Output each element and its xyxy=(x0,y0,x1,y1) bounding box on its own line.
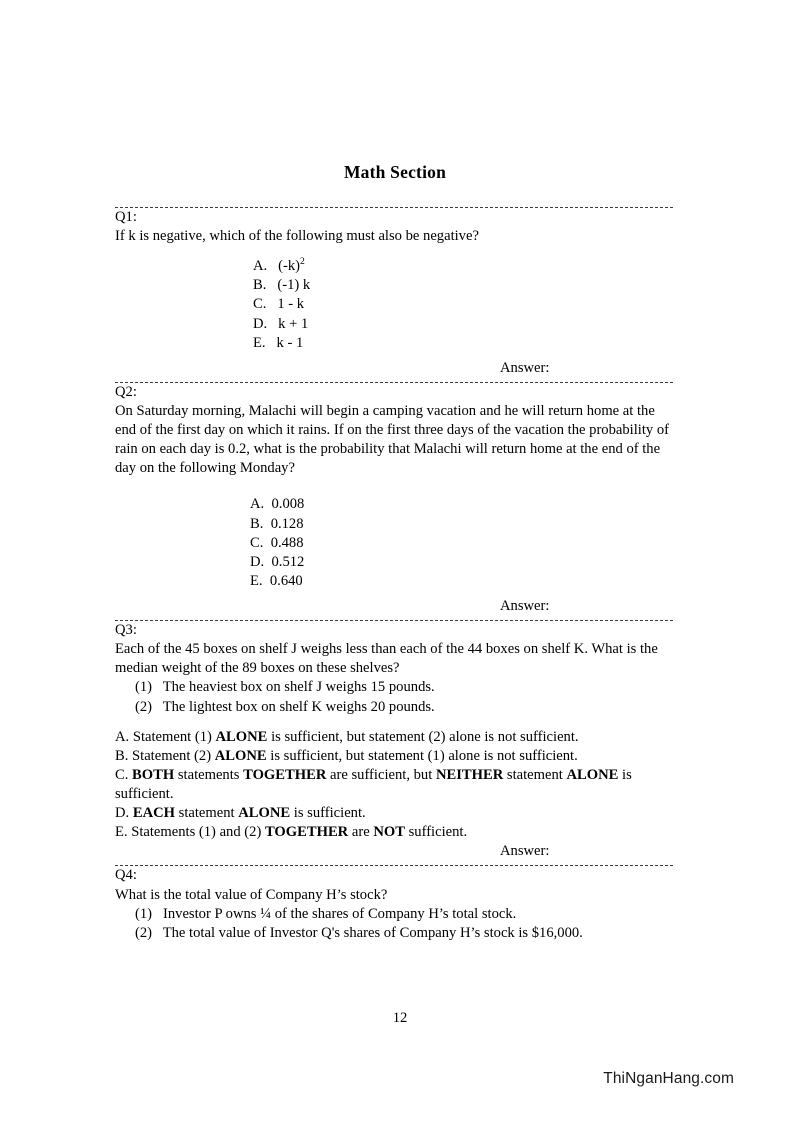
choice-text: 0.488 xyxy=(270,534,304,551)
ds-choice-e[interactable] xyxy=(115,823,675,842)
choice-item[interactable] xyxy=(253,315,675,334)
choice-text: (-k) xyxy=(278,258,301,275)
choice-item[interactable] xyxy=(250,534,675,553)
question-text-q4: What is the total value of Company H’s stock? xyxy=(115,886,388,903)
ds-text: are sufficient, but xyxy=(326,766,436,783)
ds-text: statement xyxy=(175,805,239,822)
statement-text: The lightest box on shelf K weighs 20 pounds. xyxy=(162,698,435,715)
choice-letter: C. xyxy=(253,296,267,313)
choice-letter: C. xyxy=(250,534,264,551)
ds-text: are xyxy=(348,824,374,841)
choice-item[interactable] xyxy=(250,495,675,514)
statement-list-q4 xyxy=(115,905,675,943)
statement-item xyxy=(115,678,675,697)
ds-emphasis: BOTH xyxy=(132,766,175,783)
statement-item xyxy=(115,698,675,717)
choice-text: 0.008 xyxy=(271,496,305,513)
choice-text: 0.128 xyxy=(270,515,304,532)
statement-item xyxy=(115,905,675,924)
choice-text: 0.640 xyxy=(269,572,303,589)
choice-item[interactable] xyxy=(253,257,675,276)
choice-item[interactable] xyxy=(253,276,675,295)
ds-text: C. xyxy=(115,766,133,783)
question-block-q2 xyxy=(115,383,675,616)
choice-list-q1 xyxy=(253,257,675,353)
statement-text: The heaviest box on shelf J weighs 15 pounds. xyxy=(162,679,435,696)
choice-exponent: 2 xyxy=(300,256,305,268)
ds-text: B. Statement (2) xyxy=(115,747,215,764)
ds-text: E. Statements (1) and (2) xyxy=(115,824,265,841)
choice-letter: D. xyxy=(253,315,268,332)
choice-text: 0.512 xyxy=(271,553,305,570)
choice-item[interactable] xyxy=(250,553,675,572)
choice-letter: A. xyxy=(250,496,265,513)
ds-text: is sufficient, but statement (1) alone is not sufficient. xyxy=(266,747,578,764)
ds-text: D. xyxy=(115,805,133,822)
ds-choice-d[interactable] xyxy=(115,804,675,823)
choice-text: 1 - k xyxy=(277,296,305,313)
statement-list-q3 xyxy=(115,678,675,716)
choice-item[interactable] xyxy=(253,295,675,314)
statement-number: (2) xyxy=(135,924,153,941)
choice-text: k + 1 xyxy=(278,315,309,332)
choice-letter: A. xyxy=(253,258,268,275)
ds-text: is sufficient, but statement (2) alone is not sufficient. xyxy=(267,728,579,745)
choice-letter: D. xyxy=(250,553,265,570)
question-label-q3: Q3: xyxy=(115,622,137,639)
choice-item[interactable] xyxy=(250,515,675,534)
ds-text: A. Statement (1) xyxy=(115,728,216,745)
choice-letter: E. xyxy=(250,572,263,589)
statement-number: (1) xyxy=(135,905,153,922)
data-sufficiency-choice-list xyxy=(115,728,675,843)
ds-emphasis: ALONE xyxy=(214,747,267,764)
ds-text: sufficient. xyxy=(404,824,468,841)
answer-label-q1: Answer: xyxy=(500,359,550,376)
ds-choice-a[interactable] xyxy=(115,728,675,747)
statement-number: (1) xyxy=(135,679,153,696)
statement-text: Investor P owns ¼ of the shares of Company H’s total stock. xyxy=(162,905,517,922)
ds-emphasis: TOGETHER xyxy=(264,824,349,841)
ds-emphasis: NEITHER xyxy=(435,766,504,783)
statement-item xyxy=(115,924,675,943)
choice-letter: E. xyxy=(253,334,266,351)
ds-text: statements xyxy=(174,766,244,783)
choice-text: k - 1 xyxy=(276,334,304,351)
ds-emphasis: ALONE xyxy=(566,766,619,783)
page-title: Math Section xyxy=(343,162,447,182)
choice-letter: B. xyxy=(250,515,264,532)
question-text-q3: Each of the 45 boxes on shelf J weighs less than each of the 44 boxes on shelf K. What is the median weight of the 89 boxes on these shelves? xyxy=(115,641,658,677)
document-body xyxy=(115,0,675,943)
ds-text: statement xyxy=(503,766,567,783)
ds-emphasis: EACH xyxy=(132,805,176,822)
site-watermark: ThiNganHang.com xyxy=(603,1070,734,1087)
ds-text: is sufficient. xyxy=(290,805,366,822)
question-text-q1: If k is negative, which of the following must also be negative? xyxy=(115,228,479,245)
question-block-q1 xyxy=(115,208,675,378)
question-block-q3 xyxy=(115,621,675,861)
ds-emphasis: TOGETHER xyxy=(243,766,327,783)
statement-number: (2) xyxy=(135,698,153,715)
page-number: 12 xyxy=(392,1010,408,1026)
choice-list-q2 xyxy=(250,495,675,591)
statement-text: The total value of Investor Q's shares of Company H’s stock is $16,000. xyxy=(162,924,583,941)
choice-text: (-1) k xyxy=(277,277,311,294)
question-label-q2: Q2: xyxy=(115,383,137,400)
question-block-q4 xyxy=(115,866,675,942)
ds-emphasis: ALONE xyxy=(215,728,268,745)
choice-letter: B. xyxy=(253,277,267,294)
ds-choice-b[interactable] xyxy=(115,747,675,766)
answer-label-q2: Answer: xyxy=(500,597,550,614)
answer-label-q3: Answer: xyxy=(500,843,550,860)
ds-text: is sufficient. xyxy=(115,766,632,802)
choice-item[interactable] xyxy=(253,334,675,353)
ds-emphasis: ALONE xyxy=(238,805,291,822)
ds-choice-c[interactable] xyxy=(115,766,675,804)
choice-item[interactable] xyxy=(250,572,675,591)
ds-emphasis: NOT xyxy=(373,824,405,841)
question-text-q2: On Saturday morning, Malachi will begin a camping vacation and he will return home at the end of the first day on which it rains. If on the first three days of the vacation the probability of rain on each day is 0.2, what is the probability that Malachi will return home at the end of the day on the following Monday? xyxy=(115,402,669,477)
question-label-q1: Q1: xyxy=(115,209,137,225)
question-label-q4: Q4: xyxy=(115,867,137,884)
